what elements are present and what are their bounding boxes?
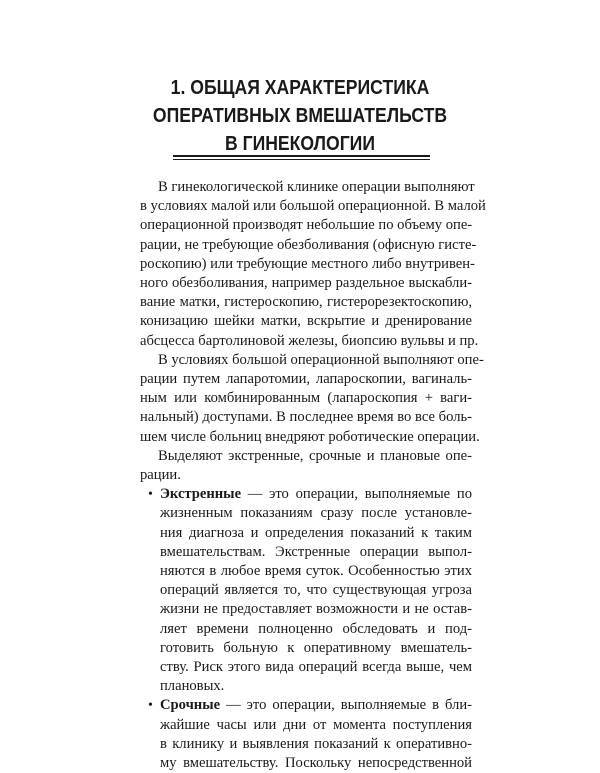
- chapter-title-line: ОПЕРАТИВНЫХ ВМЕШАТЕЛЬСТВ: [152, 105, 448, 127]
- chapter-title: [36, 74, 564, 158]
- text-line: в условиях малой или большой операционной. В малой: [140, 198, 486, 215]
- text-line: В условиях большой операционной выполняют опе-: [158, 351, 484, 368]
- chapter-title-line: В ГИНЕКОЛОГИИ: [224, 133, 375, 155]
- text-line: [160, 485, 472, 504]
- text-line: му вмешательству. Поскольку непосредственной: [160, 755, 472, 772]
- bullet-marker: •: [148, 698, 153, 714]
- text-line: В гинекологической клинике операции выполняют: [158, 179, 475, 195]
- text-line: жайшие часы или дни от момента поступления: [160, 716, 472, 733]
- text-line: ным или комбинированным (лапароскопия + ваги-: [140, 390, 472, 407]
- text-line: нальный) доступами. В последнее время во все боль-: [140, 409, 472, 426]
- body-text: [140, 178, 486, 773]
- bullet-marker: •: [148, 487, 153, 503]
- paragraph: [140, 447, 472, 485]
- text-line: вание матки, гистероскопию, гистерорезектоскопию,: [140, 294, 472, 311]
- term-urgent: Срочные: [160, 697, 221, 714]
- text-line: абсцесса бартолиновой железы, биопсию вульвы и пр.: [140, 332, 479, 349]
- paragraph: [140, 351, 484, 447]
- text-line: шем числе больниц внедряют роботические операции.: [140, 428, 480, 445]
- text-line: ния диагноза и определения показаний к таким: [160, 524, 472, 541]
- text-line: роскопию) или требующие местного либо внутривен-: [140, 255, 475, 272]
- text-line: операционной производят небольшие по объему опе-: [140, 217, 473, 234]
- term-emergency: Экстренные: [160, 486, 242, 503]
- text-line: плановых.: [160, 678, 225, 695]
- text-line: Выделяют экстренные, срочные и плановые опе-: [158, 447, 472, 464]
- text-line: ного обезболивания, например раздельное выскабли-: [140, 275, 472, 292]
- text-line: готовить больную к оперативному вмешатель-: [160, 639, 472, 656]
- text-fragment: — это операции, выполняемые в бли-: [220, 697, 472, 714]
- text-line: в клинику и выявления показаний к оперативно-: [160, 735, 472, 752]
- chapter-title-line: 1. ОБЩАЯ ХАРАКТЕРИСТИКА: [170, 77, 430, 99]
- text-line: операций является то, что существующая угроза: [160, 582, 472, 599]
- text-line: рации, не требующие обезболивания (офисную гисте-: [140, 236, 477, 253]
- paragraph: [140, 178, 486, 351]
- title-double-rule: [173, 155, 430, 160]
- bullet-item-urgent: [140, 696, 472, 773]
- text-line: [160, 696, 472, 715]
- text-line: ляет времени полноценно обследовать и под-: [160, 620, 472, 637]
- text-fragment: — это операции, выполняемые по: [241, 486, 472, 503]
- text-line: конизацию шейки матки, вскрытие и дренирование: [140, 313, 472, 330]
- text-line: жизненным показаниям сразу после установле-: [160, 505, 472, 522]
- text-line: жизни не предоставляет возможности и не остав-: [160, 601, 472, 618]
- text-line: вмешательствам. Экстренные операции выпол-: [160, 543, 472, 560]
- text-line: ству. Риск этого вида операций всегда выше, чем: [160, 659, 472, 676]
- bullet-item-emergency: [140, 485, 472, 696]
- text-line: рации.: [140, 467, 181, 484]
- text-line: няются в любое время суток. Особенностью этих: [160, 563, 472, 580]
- text-line: рации путем лапаротомии, лапароскопии, вагиналь-: [140, 371, 472, 388]
